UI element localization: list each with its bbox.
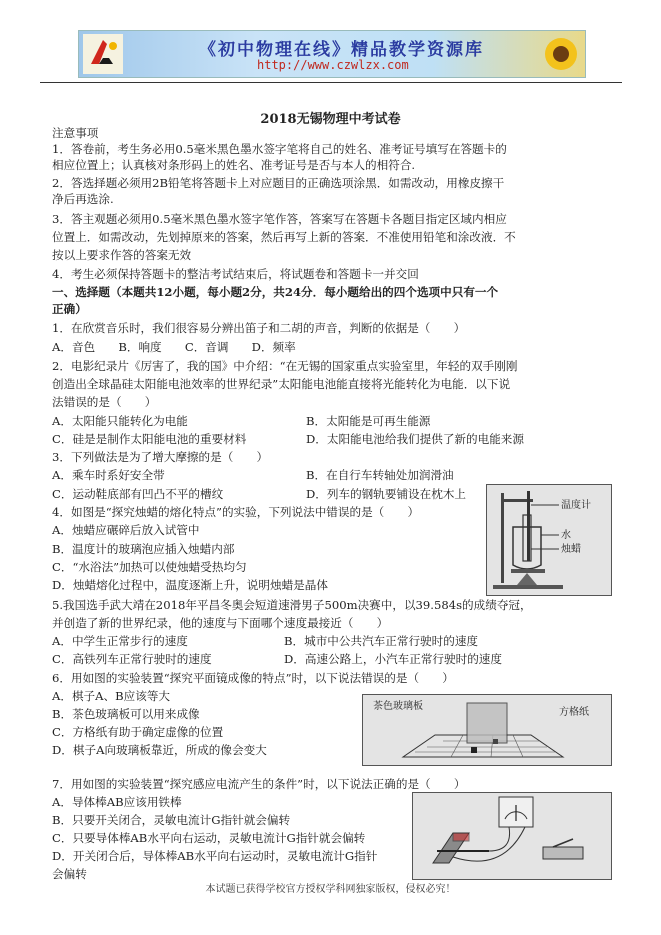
option-a: A．导体棒AB应该用铁棒 — [52, 795, 182, 809]
notice-line: 2．答选择题必须用2B铅笔将答题卡上对应题目的正确选项涂黑．如需改动，用橡皮擦干 — [52, 176, 505, 190]
option-a: A．乘车时系好安全带 — [52, 468, 165, 482]
option-d: D．高速公路上，小汽车正常行驶时的速度 — [284, 652, 502, 666]
header-divider — [40, 82, 622, 83]
option-a: A．烛蜡应碾碎后放入试管中 — [52, 523, 200, 537]
option-c: C．运动鞋底部有凹凸不平的槽纹 — [52, 487, 224, 501]
option-b: B．在自行车转轴处加润滑油 — [306, 468, 454, 482]
induction-experiment-figure — [412, 792, 612, 880]
figure-label: 茶色玻璃板 — [373, 701, 423, 712]
question-stem: 1．在欣赏音乐时，我们很容易分辨出笛子和二胡的声音，判断的依据是（ ） — [52, 321, 466, 335]
option-a: A．中学生正常步行的速度 — [52, 634, 188, 648]
option-d: D．开关闭合后，导体棒AB水平向右运动时，灵敏电流计G指针 — [52, 849, 378, 863]
option-c: C．“水浴法”加热可以使烛蜡受热均匀 — [52, 560, 247, 574]
option-c: C．方格纸有助于确定虚像的位置 — [52, 725, 224, 739]
question-stem: 3．下列做法是为了增大摩擦的是（ ） — [52, 450, 269, 464]
option-b: B．城市中公共汽车正常行驶时的速度 — [284, 634, 479, 648]
question-stem: 5.我国选手武大靖在2018年平昌冬奥会短道速滑男子500m决赛中，以39.584s的成绩夺冠， — [52, 598, 532, 612]
question-stem: 2．电影纪录片《厉害了，我的国》中介绍：“在无锡的国家重点实验室里，年轻的双手刚刚 — [52, 359, 518, 373]
figure-label: 方格纸 — [559, 707, 589, 718]
figure-label: 水 — [561, 530, 571, 541]
question-stem: 创造出全球晶硅太阳能电池效率的世界纪录”太阳能电池能直接将光能转化为电能．以下说 — [52, 377, 511, 391]
notice-line: 净后再选涂. — [52, 192, 114, 206]
option-b: B．温度计的玻璃泡应插入烛蜡内部 — [52, 542, 235, 556]
banner-url: http://www.czwlzx.com — [257, 58, 409, 72]
option-d: D．列车的钢轨要铺设在枕木上 — [306, 487, 467, 501]
copyright-footer: 本试题已获得学校官方授权学科网独家版权，侵权必究！ — [205, 884, 456, 895]
question-stem: 7．用如图的实验装置“探究感应电流产生的条件”时，以下说法正确的是（ ） — [52, 777, 466, 791]
option-b: B．太阳能是可再生能源 — [306, 414, 431, 428]
notice-line: 1．答卷前，考生务必用0.5毫米黑色墨水签字笔将自己的姓名、准考证号填写在答题卡的 — [52, 142, 507, 156]
option-b: B．只要开关闭合，灵敏电流计G指针就会偏转 — [52, 813, 291, 827]
mirror-experiment-figure — [362, 694, 612, 766]
section-heading: 一、选择题（本题共12小题，每小题2分，共24分．每小题给出的四个选项中只有一个 — [52, 285, 499, 299]
option-d: D．棋子A向玻璃板靠近，所成的像会变大 — [52, 743, 267, 757]
header-banner — [78, 30, 586, 78]
question-stem: 并创造了新的世界纪录，他的速度与下面哪个速度最接近（ ） — [52, 616, 389, 630]
option-c: C．硅是是制作太阳能电池的重要材料 — [52, 432, 247, 446]
notice-heading: 注意事项 — [52, 126, 99, 140]
question-stem: 法错误的是（ ） — [52, 395, 157, 409]
option-b: B．茶色玻璃板可以用来成像 — [52, 707, 200, 721]
figure-label: 烛蜡 — [561, 544, 581, 555]
option-d: D．太阳能电池给我们提供了新的电能来源 — [306, 432, 524, 446]
question-stem: 6．用如图的实验装置“探究平面镜成像的特点”时，以下说法错误的是（ ） — [52, 671, 454, 685]
figure-label: 温度计 — [561, 500, 591, 511]
option-d-continued: 会偏转 — [52, 867, 87, 881]
section-heading: 正确） — [52, 302, 87, 316]
page-title: 2018无锡物理中考试卷 — [260, 112, 401, 127]
melting-apparatus-icon — [487, 485, 611, 595]
option-c: C．高铁列车正常行驶时的速度 — [52, 652, 212, 666]
question-options: A．音色 B．响度 C．音调 D．频率 — [52, 340, 296, 354]
notice-line: 4．考生必须保持答题卡的整洁考试结束后，将试题卷和答题卡一并交回 — [52, 267, 419, 281]
question-stem: 4．如图是“探究烛蜡的熔化特点”的实验，下列说法中错误的是（ ） — [52, 505, 420, 519]
notice-line: 3．答主观题必须用0.5毫米黑色墨水签字笔作答，答案写在答题卡各题目指定区域内相应 — [52, 212, 507, 226]
banner-title: 《初中物理在线》精品教学资源库 — [199, 40, 484, 60]
option-c: C．只要导体棒AB水平向右运动，灵敏电流计G指针就会偏转 — [52, 831, 366, 845]
option-d: D．烛蜡熔化过程中，温度逐渐上升，说明烛蜡是晶体 — [52, 578, 328, 592]
induction-apparatus-icon — [413, 793, 611, 879]
option-a: A．棋子A、B应该等大 — [52, 689, 171, 703]
notice-line: 相应位置上；认真核对条形码上的姓名、准考证号是否与本人的相符合. — [52, 158, 416, 172]
option-a: A．太阳能只能转化为电能 — [52, 414, 188, 428]
sunflower-icon — [539, 33, 583, 75]
melting-experiment-figure — [486, 484, 612, 596]
notice-line: 位置上．如需改动，先划掉原来的答案，然后再写上新的答案．不准使用铅笔和涂改液．不 — [52, 230, 516, 244]
notice-line: 按以上要求作答的答案无效 — [52, 248, 192, 262]
logo-icon — [83, 34, 123, 74]
